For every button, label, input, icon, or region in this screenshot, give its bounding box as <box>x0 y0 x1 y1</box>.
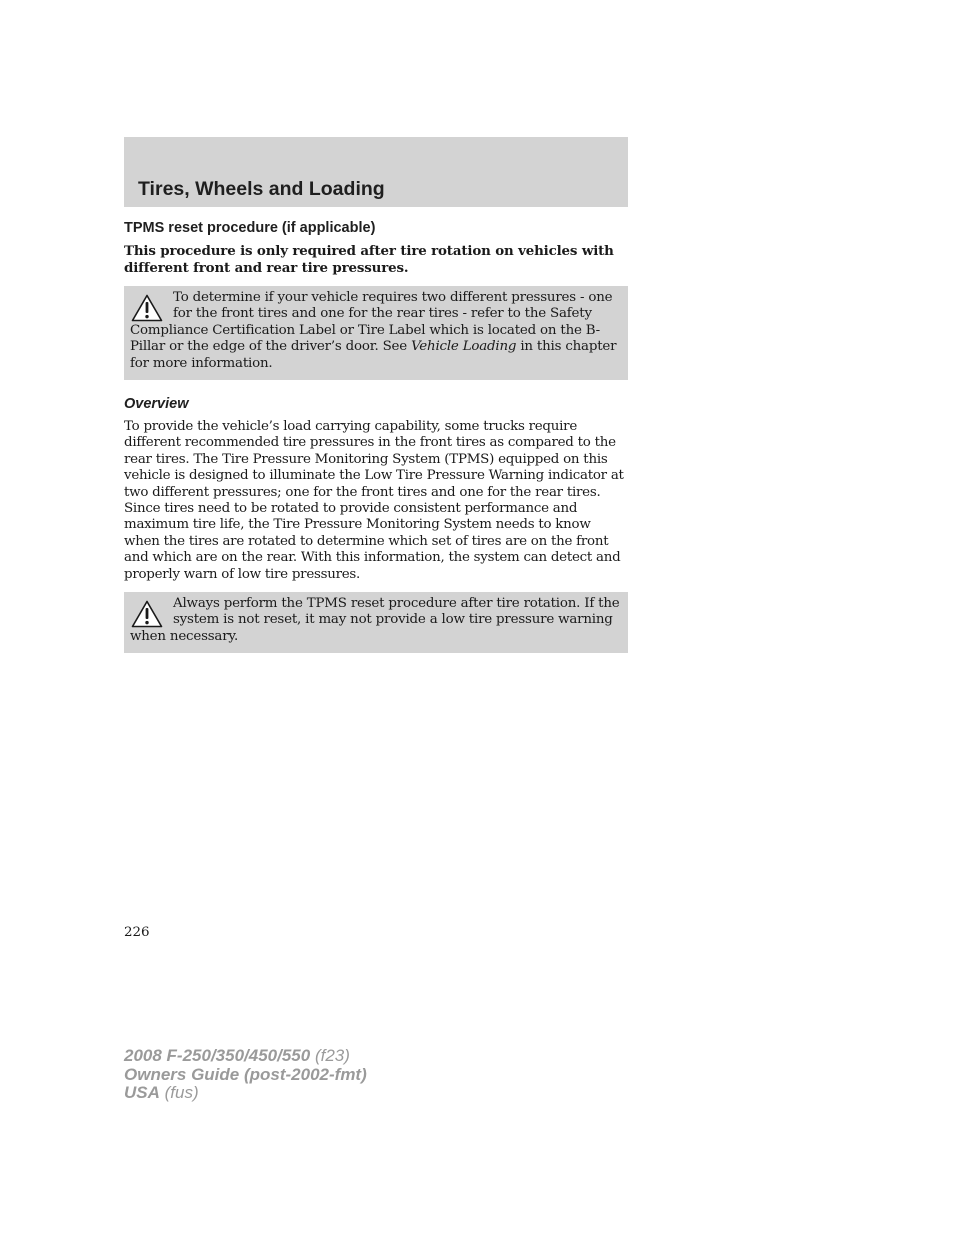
document-footer <box>124 1047 367 1103</box>
warning-triangle-icon <box>131 294 163 322</box>
warning-box-reset <box>124 592 628 653</box>
overview-heading: Overview <box>124 396 189 412</box>
footer-market-code: (fus) <box>159 1083 199 1102</box>
chapter-title: Tires, Wheels and Loading <box>138 178 385 200</box>
warning-triangle-icon <box>131 600 163 628</box>
warning-text-pressures <box>130 290 620 372</box>
page-number: 226 <box>124 925 150 940</box>
footer-model-code: (f23) <box>310 1046 350 1065</box>
warning-text-part: in this chapter for more information. <box>130 339 617 371</box>
footer-model: 2008 F-250/350/450/550 <box>124 1046 311 1065</box>
bold-intro-text: This procedure is only required after tire rotation on vehicles with different front and rear tire pressures. <box>124 243 614 276</box>
vehicle-loading-reference: Vehicle Loading <box>411 339 517 355</box>
warning-text-reset: Always perform the TPMS reset procedure after tire rotation. If the system is not reset, it may not provide a low tire pressure warning when necessary. <box>130 596 620 644</box>
chapter-header-band <box>124 137 628 207</box>
footer-line-model <box>124 1047 367 1066</box>
footer-line-guide <box>124 1066 367 1085</box>
warning-box-pressures <box>124 286 628 380</box>
warning-text-part: To determine if your vehicle requires two different pressures - one for the front tires and one for the rear tires - refer to the Safety Compliance Certification Label or Tire Label which is located on the B-Pillar or the edge of the driver’s door. See <box>130 290 613 355</box>
footer-line-market <box>124 1084 367 1103</box>
overview-body-text: To provide the vehicle’s load carrying capability, some trucks require different recommended tire pressures in the front tires as compared to the rear tires. The Tire Pressure Monitoring System (TPMS) equipped on this vehicle is designed to illuminate the Low Tire Pressure Warning indicator at two different pressures; one for the front tires and one for the rear tires. Since tires need to be rotated to provide consistent performance and maximum tire life, the Tire Pressure Monitoring System needs to know when the tires are rotated to determine which set of tires are on the front and which are on the rear. With this information, the system can detect and properly warn of low tire pressures. <box>124 419 624 582</box>
footer-guide: Owners Guide (post-2002-fmt) <box>124 1064 367 1084</box>
section-heading: TPMS reset procedure (if applicable) <box>124 220 376 236</box>
footer-market: USA <box>124 1083 160 1102</box>
